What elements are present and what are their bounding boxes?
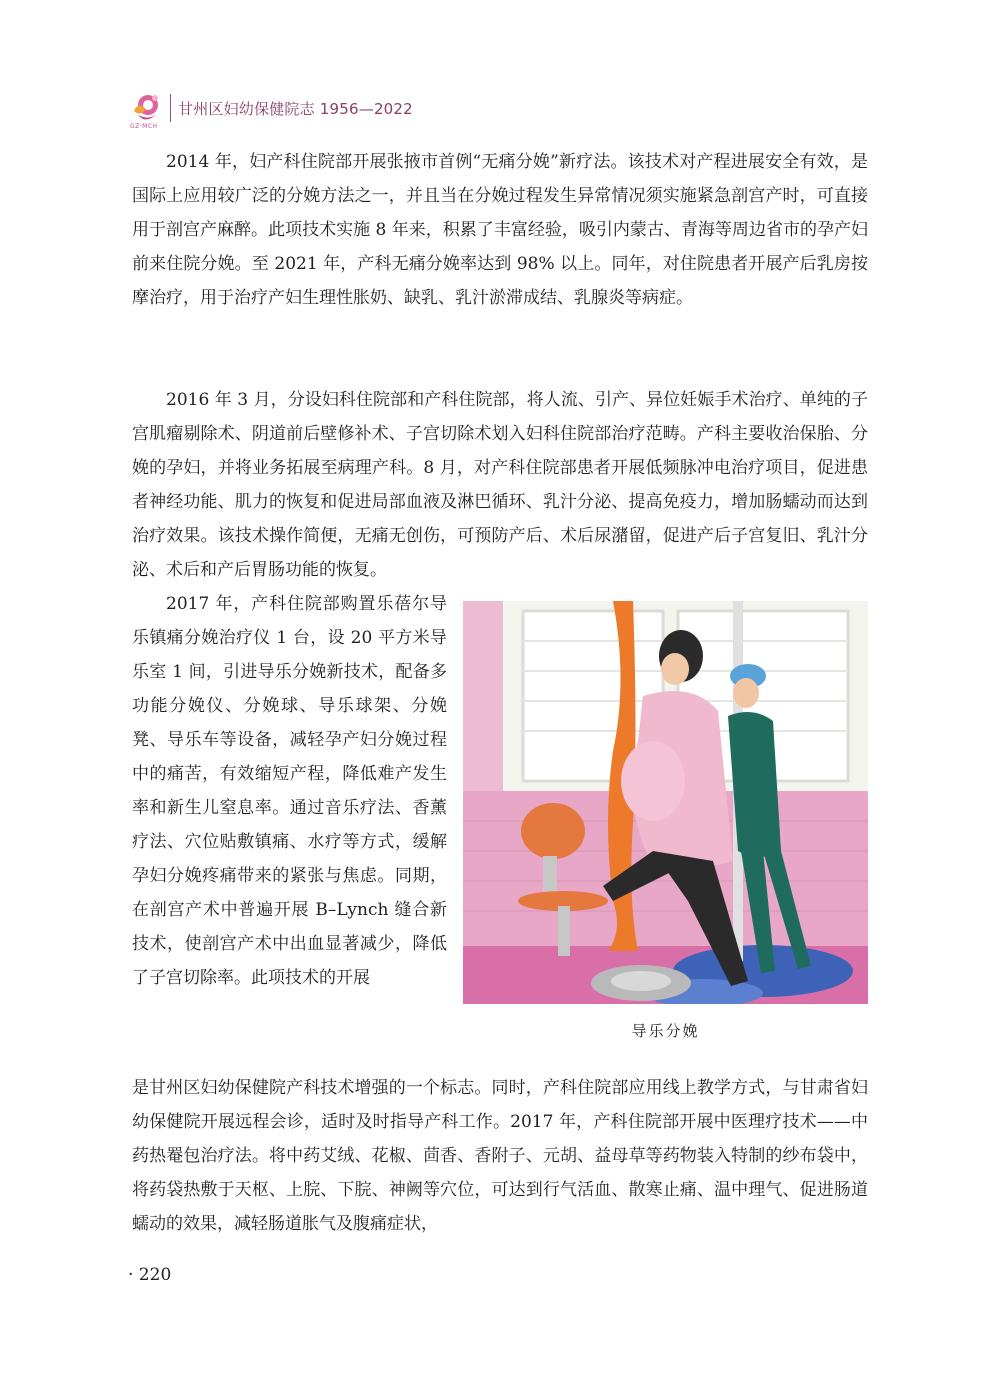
header-title: 甘州区妇幼保健院志 1956—2022 xyxy=(178,100,413,118)
header-divider xyxy=(170,94,171,122)
paragraph-2016: 2016 年 3 月，分设妇科住院部和产科住院部，将人流、引产、异位妊娠手术治疗、单纯的子宫肌瘤剔除术、阴道前后壁修补术、子宫切除术划入妇科住院部治疗范畴。产科主要收治保胎、分娩的孕妇，并将业务拓展至病理产科。8 月，对产科住院部患者开展低频脉冲电治疗项目，促进患者神经功能、肌力的恢复和促进局部血液及淋巴循环、乳汁分泌、提高免疫力，增加肠蠕动而达到治疗效果。该技术操作简便，无痛无创伤，可预防产后、术后尿潴留，促进产后子宫复旧、乳汁分泌、术后和产后胃肠功能的恢复。 xyxy=(132,390,868,580)
paragraph-2017-wrap: 2017 年，产科住院部购置乐蓓尔导乐镇痛分娩治疗仪 1 台，设 20 平方米导乐室 1 间，引进导乐分娩新技术，配备多功能分娩仪、分娩球、导乐球架、分娩凳、导乐车等设备，减轻孕产妇分娩过程中的痛苦，有效缩短产程，降低难产发生率和新生儿窒息率。通过音乐疗法、香薰疗法、穴位贴敷镇痛、水疗等方式，缓解孕妇分娩疼痛带来的紧张与焦虑。同期，在剖宫产术中普遍开展 B–Lynch 缝合新技术，使剖宫产术中出血显著减少，降低了子宫切除率。此项技术的开展 xyxy=(132,594,447,988)
figure-caption: 导乐分娩 xyxy=(631,1022,700,1040)
photo-doula-delivery xyxy=(463,601,868,1004)
paragraph-2017-continued: 是甘州区妇幼保健院产科技术增强的一个标志。同时，产科住院部应用线上教学方式，与甘肃省妇幼保健院开展远程会诊，适时及时指导产科工作。2017 年，产科住院部开展中医理疗技术——中药热罨包治疗法。将中药艾绒、花椒、茴香、香附子、元胡、益母草等药物装入特制的纱布袋中，将药袋热敷于天枢、上脘、下脘、神阙等穴位，可达到行气活血、散寒止痛、温中理气、促进肠道蠕动的效果，减轻肠道胀气及腹痛症状， xyxy=(132,1078,868,1234)
running-header xyxy=(128,88,648,130)
photo-illustration xyxy=(463,601,868,1004)
page-number: · 220 xyxy=(128,1265,172,1285)
logo-caption: GZ·MCH xyxy=(130,123,158,130)
paragraph-2014: 2014 年，妇产科住院部开展张掖市首例“无痛分娩”新疗法。该技术对产程进展安全有效，是国际上应用较广泛的分娩方法之一，并且当在分娩过程发生异常情况须实施紧急剖宫产时，可直接用于剖宫产麻醉。此项技术实施 8 年来，积累了丰富经验，吸引内蒙古、青海等周边省市的孕产妇前来住院分娩。至 2021 年，产科无痛分娩率达到 98% 以上。同年，对住院患者开展产后乳房按摩治疗，用于治疗产妇生理性胀奶、缺乳、乳汁淤滞成结、乳腺炎等病症。 xyxy=(132,152,868,308)
